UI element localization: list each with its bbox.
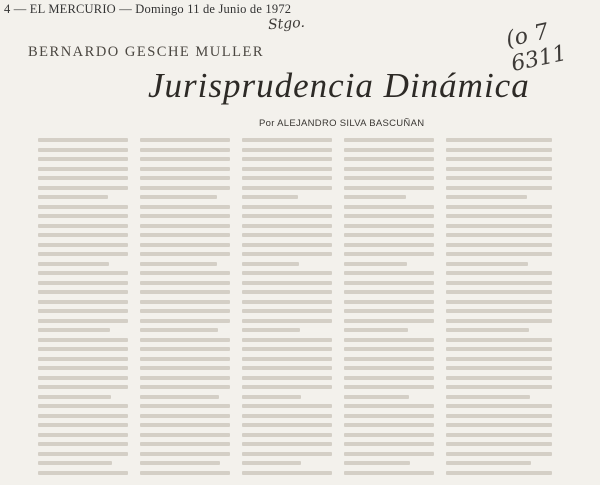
body-text-line xyxy=(242,281,332,285)
body-text-line xyxy=(38,186,128,190)
body-text-line xyxy=(140,442,230,446)
body-text-line xyxy=(140,233,230,237)
body-text-line xyxy=(38,157,128,161)
body-text-line xyxy=(38,395,111,399)
article-body-column-3 xyxy=(242,138,332,478)
article-author-kicker: BERNARDO GESCHE MULLER xyxy=(28,44,265,60)
body-text-line xyxy=(344,376,434,380)
body-text-line xyxy=(344,214,434,218)
body-text-line xyxy=(344,224,434,228)
body-text-line xyxy=(38,442,128,446)
body-text-line xyxy=(242,195,298,199)
body-text-line xyxy=(344,205,434,209)
body-text-line xyxy=(140,347,230,351)
body-text-line xyxy=(38,243,128,247)
body-text-line xyxy=(140,224,230,228)
body-text-line xyxy=(446,157,552,161)
article-body-column-1 xyxy=(38,138,128,478)
body-text-line xyxy=(446,243,552,247)
body-text-line xyxy=(140,366,230,370)
body-text-line xyxy=(344,452,434,456)
body-text-line xyxy=(140,385,230,389)
body-text-line xyxy=(446,452,552,456)
body-text-line xyxy=(344,423,434,427)
body-text-line xyxy=(140,176,230,180)
body-text-line xyxy=(38,376,128,380)
body-text-line xyxy=(242,205,332,209)
body-text-line xyxy=(38,461,112,465)
body-text-line xyxy=(446,442,552,446)
body-text-line xyxy=(242,347,332,351)
body-text-line xyxy=(140,138,230,142)
body-text-line xyxy=(242,243,332,247)
body-text-line xyxy=(344,319,434,323)
body-text-line xyxy=(344,385,434,389)
body-text-line xyxy=(140,167,230,171)
body-text-line xyxy=(242,433,332,437)
body-text-line xyxy=(446,395,530,399)
body-text-line xyxy=(38,205,128,209)
body-text-line xyxy=(38,423,128,427)
body-text-line xyxy=(242,442,332,446)
body-text-line xyxy=(38,176,128,180)
body-text-line xyxy=(242,404,332,408)
body-text-line xyxy=(446,357,552,361)
body-text-line xyxy=(38,328,110,332)
body-text-line xyxy=(242,224,332,228)
body-text-line xyxy=(242,414,332,418)
body-text-line xyxy=(446,471,552,475)
body-text-line xyxy=(446,300,552,304)
body-text-line xyxy=(140,186,230,190)
body-text-line xyxy=(242,167,332,171)
body-text-line xyxy=(38,309,128,313)
body-text-line xyxy=(344,290,434,294)
body-text-line xyxy=(446,414,552,418)
body-text-line xyxy=(242,186,332,190)
body-text-line xyxy=(344,442,434,446)
body-text-line xyxy=(446,281,552,285)
body-text-line xyxy=(344,186,434,190)
body-text-line xyxy=(446,233,552,237)
body-text-line xyxy=(38,290,128,294)
body-text-line xyxy=(242,366,332,370)
body-text-line xyxy=(446,290,552,294)
body-text-line xyxy=(344,176,434,180)
body-text-line xyxy=(344,309,434,313)
body-text-line xyxy=(242,309,332,313)
body-text-line xyxy=(38,366,128,370)
body-text-line xyxy=(140,376,230,380)
body-text-line xyxy=(140,281,230,285)
body-text-line xyxy=(140,252,230,256)
body-text-line xyxy=(446,338,552,342)
body-text-line xyxy=(446,404,552,408)
body-text-line xyxy=(446,224,552,228)
body-text-line xyxy=(344,461,410,465)
body-text-line xyxy=(242,176,332,180)
body-text-line xyxy=(344,157,434,161)
body-text-line xyxy=(242,271,332,275)
body-text-line xyxy=(446,214,552,218)
body-text-line xyxy=(242,395,301,399)
body-text-line xyxy=(242,461,301,465)
body-text-line xyxy=(446,252,552,256)
body-text-line xyxy=(242,385,332,389)
body-text-line xyxy=(446,148,552,152)
body-text-line xyxy=(446,376,552,380)
body-text-line xyxy=(344,167,434,171)
body-text-line xyxy=(344,243,434,247)
body-text-line xyxy=(38,433,128,437)
article-byline: Por ALEJANDRO SILVA BASCUÑAN xyxy=(259,118,425,129)
body-text-line xyxy=(446,195,527,199)
article-body-column-5 xyxy=(446,138,552,478)
body-text-line xyxy=(344,471,434,475)
body-text-line xyxy=(446,309,552,313)
body-text-line xyxy=(140,243,230,247)
body-text-line xyxy=(344,414,434,418)
body-text-line xyxy=(242,357,332,361)
body-text-line xyxy=(140,271,230,275)
body-text-line xyxy=(242,376,332,380)
page-header: 4 — EL MERCURIO — Domingo 11 de Junio de 1972 xyxy=(4,2,292,16)
body-text-line xyxy=(140,395,219,399)
body-text-line xyxy=(242,214,332,218)
body-text-line xyxy=(446,385,552,389)
body-text-line xyxy=(446,423,552,427)
body-text-line xyxy=(344,148,434,152)
body-text-line xyxy=(344,357,434,361)
body-text-line xyxy=(38,167,128,171)
body-text-line xyxy=(140,433,230,437)
body-text-line xyxy=(140,148,230,152)
body-text-line xyxy=(344,195,406,199)
body-text-line xyxy=(38,300,128,304)
body-text-line xyxy=(446,176,552,180)
body-text-line xyxy=(38,224,128,228)
body-text-line xyxy=(344,281,434,285)
body-text-line xyxy=(446,347,552,351)
body-text-line xyxy=(242,157,332,161)
body-text-line xyxy=(140,195,217,199)
body-text-line xyxy=(140,290,230,294)
body-text-line xyxy=(38,357,128,361)
body-text-line xyxy=(242,423,332,427)
body-text-line xyxy=(344,300,434,304)
handwritten-annotation-2: (o 7 6311 xyxy=(503,19,569,78)
body-text-line xyxy=(446,167,552,171)
body-text-line xyxy=(140,328,218,332)
body-text-line xyxy=(344,252,434,256)
body-text-line xyxy=(344,347,434,351)
handwritten-annotation-1: Stgo. xyxy=(267,14,306,34)
article-headline: Jurisprudencia Dinámica xyxy=(148,66,530,105)
body-text-line xyxy=(242,148,332,152)
body-text-line xyxy=(140,319,230,323)
body-text-line xyxy=(38,271,128,275)
body-text-line xyxy=(242,319,332,323)
body-text-line xyxy=(38,233,128,237)
body-text-line xyxy=(344,404,434,408)
body-text-line xyxy=(38,262,109,266)
body-text-line xyxy=(242,233,332,237)
body-text-line xyxy=(344,262,407,266)
body-text-line xyxy=(140,157,230,161)
body-text-line xyxy=(140,452,230,456)
body-text-line xyxy=(242,252,332,256)
body-text-line xyxy=(344,338,434,342)
body-text-line xyxy=(446,262,528,266)
body-text-line xyxy=(242,471,332,475)
body-text-line xyxy=(344,138,434,142)
body-text-line xyxy=(242,138,332,142)
body-text-line xyxy=(140,423,230,427)
body-text-line xyxy=(140,205,230,209)
body-text-line xyxy=(140,262,217,266)
body-text-line xyxy=(38,471,128,475)
body-text-line xyxy=(38,338,128,342)
body-text-line xyxy=(140,414,230,418)
body-text-line xyxy=(38,414,128,418)
body-text-line xyxy=(140,471,230,475)
body-text-line xyxy=(242,290,332,294)
body-text-line xyxy=(38,404,128,408)
body-text-line xyxy=(446,271,552,275)
body-text-line xyxy=(242,262,299,266)
body-text-line xyxy=(446,328,529,332)
body-text-line xyxy=(446,461,531,465)
body-text-line xyxy=(140,309,230,313)
body-text-line xyxy=(344,271,434,275)
body-text-line xyxy=(38,138,128,142)
body-text-line xyxy=(38,281,128,285)
body-text-line xyxy=(140,300,230,304)
body-text-line xyxy=(446,138,552,142)
body-text-line xyxy=(344,233,434,237)
body-text-line xyxy=(446,205,552,209)
body-text-line xyxy=(38,385,128,389)
body-text-line xyxy=(242,452,332,456)
body-text-line xyxy=(344,366,434,370)
body-text-line xyxy=(38,347,128,351)
body-text-line xyxy=(242,338,332,342)
body-text-line xyxy=(140,404,230,408)
body-text-line xyxy=(38,452,128,456)
article-body-column-2 xyxy=(140,138,230,478)
body-text-line xyxy=(242,328,300,332)
body-text-line xyxy=(38,195,108,199)
body-text-line xyxy=(140,214,230,218)
body-text-line xyxy=(140,357,230,361)
body-text-line xyxy=(38,148,128,152)
body-text-line xyxy=(140,461,220,465)
body-text-line xyxy=(446,433,552,437)
body-text-line xyxy=(446,186,552,190)
body-text-line xyxy=(446,319,552,323)
body-text-line xyxy=(446,366,552,370)
body-text-line xyxy=(242,300,332,304)
body-text-line xyxy=(38,319,128,323)
body-text-line xyxy=(140,338,230,342)
body-text-line xyxy=(38,252,128,256)
body-text-line xyxy=(38,214,128,218)
body-text-line xyxy=(344,395,409,399)
article-body-column-4 xyxy=(344,138,434,478)
body-text-line xyxy=(344,433,434,437)
body-text-line xyxy=(344,328,408,332)
